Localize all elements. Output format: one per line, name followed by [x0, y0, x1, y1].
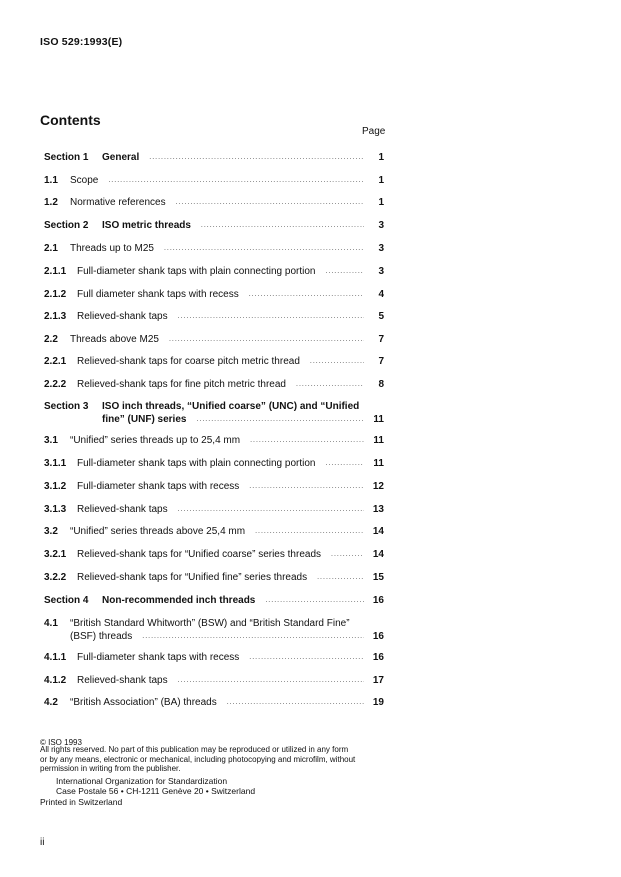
- toc-entry-title-continued: (BSF) threads: [70, 631, 133, 642]
- toc-entry-line: [44, 547, 384, 560]
- toc-entry: [44, 695, 384, 708]
- toc-entry-line: [44, 173, 384, 186]
- toc-entry: [44, 502, 384, 515]
- toc-entry-line: [44, 650, 384, 663]
- toc-entry-title: “British Standard Whitworth” (BSW) and “British Standard Fine”: [70, 618, 350, 629]
- toc-entry-number: 2.1.3: [44, 311, 67, 322]
- organization-name: International Organization for Standardization: [56, 776, 228, 786]
- toc-entry: [44, 650, 384, 663]
- toc-entry-title: “Unified” series threads above 25,4 mm: [70, 526, 246, 537]
- toc-entry-number: 3.1.2: [44, 481, 67, 492]
- page-number: ii: [40, 837, 45, 848]
- toc-entry: [44, 332, 384, 345]
- toc-entry-line: [44, 264, 384, 277]
- toc-entry-title: Relieved-shank taps for fine pitch metric thread: [77, 379, 286, 390]
- copyright-notice: [40, 745, 390, 774]
- toc-entry-title: Relieved-shank taps for coarse pitch metric thread: [77, 356, 300, 367]
- toc-entry-number: 3.1: [44, 435, 58, 446]
- dot-leader: [249, 654, 364, 661]
- toc-entry: [44, 570, 384, 583]
- toc-entry-title: Threads up to M25: [70, 243, 154, 254]
- organization-postal: Case Postale 56 • CH-1211 Genève 20 • Switzerland: [56, 786, 256, 796]
- toc-entry-page: 12: [372, 481, 384, 492]
- toc-entry: [44, 264, 384, 277]
- toc-entry-line: [44, 479, 384, 492]
- dot-leader: [178, 506, 364, 513]
- toc-entry-number: 4.2: [44, 697, 58, 708]
- toc-entry-line: [44, 399, 384, 412]
- dot-leader: [317, 574, 364, 581]
- toc-entry-title: ISO metric threads: [102, 220, 191, 231]
- toc-entry-title: Full-diameter shank taps with recess: [77, 481, 240, 492]
- toc-entry-page: 1: [378, 152, 384, 163]
- printed-in: Printed in Switzerland: [40, 797, 123, 807]
- toc-entry-title: “British Association” (BA) threads: [70, 697, 217, 708]
- toc-entry-line: [44, 412, 384, 425]
- toc-entry-number: 3.2.2: [44, 572, 67, 583]
- toc-entry-page: 16: [372, 595, 384, 606]
- toc-entry-line: [44, 218, 384, 231]
- toc-entry-page: 3: [378, 220, 384, 231]
- toc-entry: [44, 547, 384, 560]
- dot-leader: [142, 633, 364, 640]
- toc-entry-page: 1: [378, 175, 384, 186]
- toc-entry-title: Scope: [70, 175, 99, 186]
- dot-leader: [169, 336, 364, 343]
- dot-leader: [325, 460, 364, 467]
- toc-entry-title: “Unified” series threads up to 25,4 mm: [70, 435, 241, 446]
- toc-entry-title: Full-diameter shank taps with plain connecting portion: [77, 458, 316, 469]
- toc-entry-line: [44, 433, 384, 446]
- toc-entry-title: Normative references: [70, 197, 166, 208]
- toc-entry-line: [44, 195, 384, 208]
- toc-entry-number: 2.1.2: [44, 289, 67, 300]
- toc-entry-page: 7: [378, 356, 384, 367]
- copyright-line: © ISO 1993: [40, 738, 82, 747]
- toc-entry-number: 2.2.1: [44, 356, 67, 367]
- toc-entry-number: 1.2: [44, 197, 58, 208]
- toc-entry-number: 2.1: [44, 243, 58, 254]
- toc-entry-line: [44, 570, 384, 583]
- toc-entry-line: [44, 354, 384, 367]
- toc-entry-number: 4.1.1: [44, 652, 67, 663]
- toc-entry: [44, 593, 384, 606]
- toc-entry-line: [44, 524, 384, 537]
- toc-entry-line: [44, 673, 384, 686]
- toc-entry: [44, 456, 384, 469]
- toc-entry-page: 13: [372, 504, 384, 515]
- toc-entry-number: Section 3: [44, 401, 89, 412]
- toc-entry-page: 1: [378, 197, 384, 208]
- toc-entry-number: 2.2: [44, 334, 58, 345]
- toc-entry: [44, 173, 384, 186]
- toc-entry-page: 7: [378, 334, 384, 345]
- toc-entry-title: Relieved-shank taps: [77, 311, 168, 322]
- toc-entry-number: 2.2.2: [44, 379, 67, 390]
- toc-entry: [44, 150, 384, 163]
- dot-leader: [325, 268, 364, 275]
- toc-entry: [44, 399, 384, 425]
- toc-entry-line: [44, 695, 384, 708]
- toc-entry-page: 14: [372, 526, 384, 537]
- toc-entry-page: 3: [378, 243, 384, 254]
- toc-entry-line: [44, 241, 384, 254]
- toc-entry-number: Section 1: [44, 152, 89, 163]
- toc-entry-title: Threads above M25: [70, 334, 159, 345]
- contents-title: Contents: [40, 112, 101, 128]
- dot-leader: [296, 381, 364, 388]
- toc-entry-page: 11: [373, 435, 384, 446]
- toc-entry-line: [44, 150, 384, 163]
- dot-leader: [108, 177, 364, 184]
- toc-entry-line: [44, 377, 384, 390]
- toc-entry-line: [44, 502, 384, 515]
- organization-address: [56, 776, 255, 796]
- toc-entry-number: 4.1.2: [44, 675, 67, 686]
- toc-entry: [44, 287, 384, 300]
- toc-entry-title: General: [102, 152, 140, 163]
- copyright-notice-line: or by any means, electronic or mechanical, including photocopying and microfilm, without: [40, 754, 356, 764]
- toc-entry-number: 3.1.3: [44, 504, 67, 515]
- dot-leader: [249, 483, 364, 490]
- toc-entry-title: Relieved-shank taps for “Unified coarse” series threads: [77, 549, 321, 560]
- toc-entry-title-continued: fine” (UNF) series: [102, 414, 187, 425]
- toc-entry-title: Full diameter shank taps with recess: [77, 289, 239, 300]
- toc-entry-page: 14: [372, 549, 384, 560]
- toc-entry-line: [44, 287, 384, 300]
- toc-entry-page: 16: [372, 631, 384, 642]
- toc-entry-title: Full-diameter shank taps with recess: [77, 652, 240, 663]
- dot-leader: [331, 551, 364, 558]
- copyright-notice-line: All rights reserved. No part of this publication may be reproduced or utilized in any form: [40, 745, 349, 754]
- toc-entry-title: Relieved-shank taps: [77, 675, 168, 686]
- dot-leader: [201, 222, 364, 229]
- toc-entry: [44, 218, 384, 231]
- toc-entry: [44, 309, 384, 322]
- toc-entry-page: 4: [378, 289, 384, 300]
- toc-entry-page: 5: [378, 311, 384, 322]
- dot-leader: [250, 437, 364, 444]
- toc-entry-line: [44, 309, 384, 322]
- dot-leader: [178, 313, 364, 320]
- dot-leader: [265, 597, 364, 604]
- toc-entry-page: 3: [378, 266, 384, 277]
- toc-entry-page: 11: [373, 414, 384, 425]
- toc-entry: [44, 354, 384, 367]
- dot-leader: [255, 528, 364, 535]
- toc-entry: [44, 673, 384, 686]
- toc-entry-page: 15: [372, 572, 384, 583]
- toc-entry: [44, 377, 384, 390]
- toc-entry-title: Full-diameter shank taps with plain connecting portion: [77, 266, 316, 277]
- dot-leader: [196, 416, 364, 423]
- toc-entry-page: 17: [372, 675, 384, 686]
- toc-entry-number: Section 2: [44, 220, 89, 231]
- toc-entry-number: Section 4: [44, 595, 89, 606]
- toc-entry-page: 8: [378, 379, 384, 390]
- toc-entry-number: 3.1.1: [44, 458, 67, 469]
- toc-entry-line: [44, 332, 384, 345]
- toc-entry-page: 16: [372, 652, 384, 663]
- toc-entry-number: 4.1: [44, 618, 58, 629]
- toc-entry-page: 19: [372, 697, 384, 708]
- dot-leader: [164, 245, 364, 252]
- dot-leader: [149, 154, 364, 161]
- dot-leader: [249, 291, 364, 298]
- toc-entry-number: 3.2.1: [44, 549, 67, 560]
- dot-leader: [178, 677, 364, 684]
- toc-entry-number: 3.2: [44, 526, 58, 537]
- toc-entry-title: Relieved-shank taps for “Unified fine” series threads: [77, 572, 308, 583]
- standard-header: ISO 529:1993(E): [40, 36, 123, 48]
- toc-entry-line: [44, 593, 384, 606]
- page-column-label: Page: [362, 126, 386, 137]
- toc-entry-title: Non-recommended inch threads: [102, 595, 256, 606]
- toc-entry: [44, 524, 384, 537]
- toc-entry: [44, 241, 384, 254]
- dot-leader: [310, 358, 364, 365]
- copyright-notice-line: permission in writing from the publisher.: [40, 764, 181, 773]
- toc-entry-title: Relieved-shank taps: [77, 504, 168, 515]
- toc-entry-number: 1.1: [44, 175, 58, 186]
- toc-entry: [44, 479, 384, 492]
- toc-entry-line: [44, 456, 384, 469]
- toc-entry: [44, 433, 384, 446]
- dot-leader: [227, 699, 364, 706]
- toc-entry-page: 11: [373, 458, 384, 469]
- dot-leader: [176, 199, 364, 206]
- toc-entry: [44, 616, 384, 642]
- toc-entry-line: [44, 629, 384, 642]
- toc-entry-line: [44, 616, 384, 629]
- toc-entry-title: ISO inch threads, “Unified coarse” (UNC) and “Unified: [102, 401, 360, 412]
- toc-entry: [44, 195, 384, 208]
- toc-entry-number: 2.1.1: [44, 266, 67, 277]
